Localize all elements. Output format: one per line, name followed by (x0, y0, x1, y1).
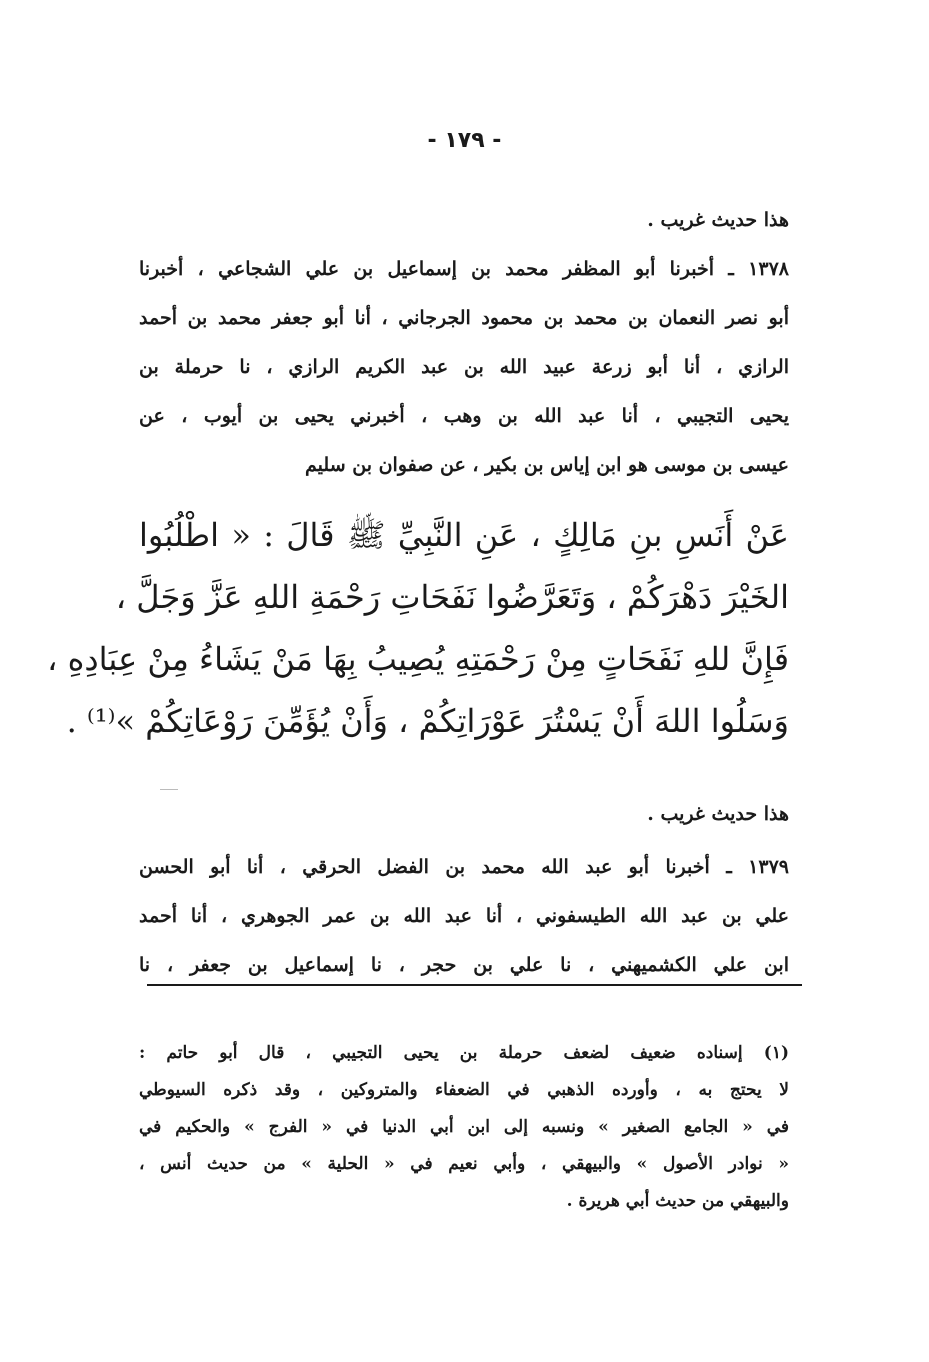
isnad-line: ١٣٧٨ ـ أخبرنا أبو المظفر محمد بن إسماعيل بن علي الشجاعي ، أخبرنا (139, 258, 789, 280)
isnad-line: عيسى بن موسى هو ابن إياس بن بكير ، عن صفوان بن سليم (305, 454, 789, 476)
footnote-line: « نوادر الأصول » والبيهقي ، وأبي نعيم في « الحلية » من حديث أنس ، (139, 1154, 789, 1174)
isnad-line: الرازي ، أنا أبو زرعة عبيد الله بن عبد الكريم الرازي ، نا حرملة بن (139, 356, 789, 378)
footnote-line: والبيهقي من حديث أبي هريرة . (566, 1191, 789, 1211)
grading-text: هذا حديث غريب . (647, 209, 789, 231)
footnote-separator (147, 984, 802, 986)
footnote-line: في « الجامع الصغير » ونسبه إلى ابن أبي الدنيا في « الفرج » والحكيم في (139, 1117, 789, 1137)
hadith-grading-2 (139, 790, 789, 839)
matn-line: فَإِنَّ للهِ نَفَحَاتٍ مِنْ رَحْمَتِهِ يُصِيبُ بِهَا مَنْ يَشَاءُ مِنْ عِبَادِهِ ، (47, 640, 789, 678)
footnote-line: (١) إسناده ضعيف لضعف حرملة بن يحيى التجيبي ، قال أبو حاتم : (139, 1043, 789, 1063)
page-number: - ١٧٩ - (427, 128, 502, 153)
footnote-1 (139, 1035, 789, 1220)
isnad-line: يحيى التجيبي ، أنا عبد الله بن وهب ، أخبرني يحيى بن أيوب ، عن (139, 405, 789, 427)
isnad-line: أبو نصر النعمان بن محمد بن محمود الجرجاني ، أنا أبو جعفر محمد بن أحمد (139, 307, 789, 329)
isnad-1378 (139, 245, 789, 490)
isnad-1379 (139, 843, 789, 990)
matn-1378 (47, 504, 789, 752)
hadith-grading-1 (139, 196, 789, 245)
isnad-line: ١٣٧٩ ـ أخبرنا أبو عبد الله محمد بن الفضل الحرقي ، أنا أبو الحسن (139, 856, 789, 878)
grading-text: هذا حديث غريب . (647, 803, 789, 825)
matn-line: وَسَلُوا اللهَ أَنْ يَسْتُرَ عَوْرَاتِكُمْ ، وَأَنْ يُؤَمِّنَ رَوْعَاتِكُمْ »⁽¹⁾ . (66, 702, 789, 740)
matn-line: عَنْ أَنَسِ بنِ مَالِكٍ ، عَنِ النَّبِيِّ ﷺ قَالَ : « اطْلُبُوا (139, 516, 789, 554)
matn-line: الخَيْرَ دَهْرَكُمْ ، وَتَعَرَّضُوا نَفَحَاتِ رَحْمَةِ اللهِ عَزَّ وَجَلَّ ، (115, 578, 789, 616)
footnote-line: لا يحتج به ، وأورده الذهبي في الضعفاء والمتروكين ، وقد ذكره السيوطي (139, 1080, 789, 1100)
isnad-line: علي بن عبد الله الطيسفوني ، أنا عبد الله بن عمر الجوهري ، أنا أحمد (139, 905, 789, 927)
isnad-line: ابن علي الكشميهني ، نا علي بن حجر ، نا إسماعيل بن جعفر ، نا (139, 954, 789, 976)
